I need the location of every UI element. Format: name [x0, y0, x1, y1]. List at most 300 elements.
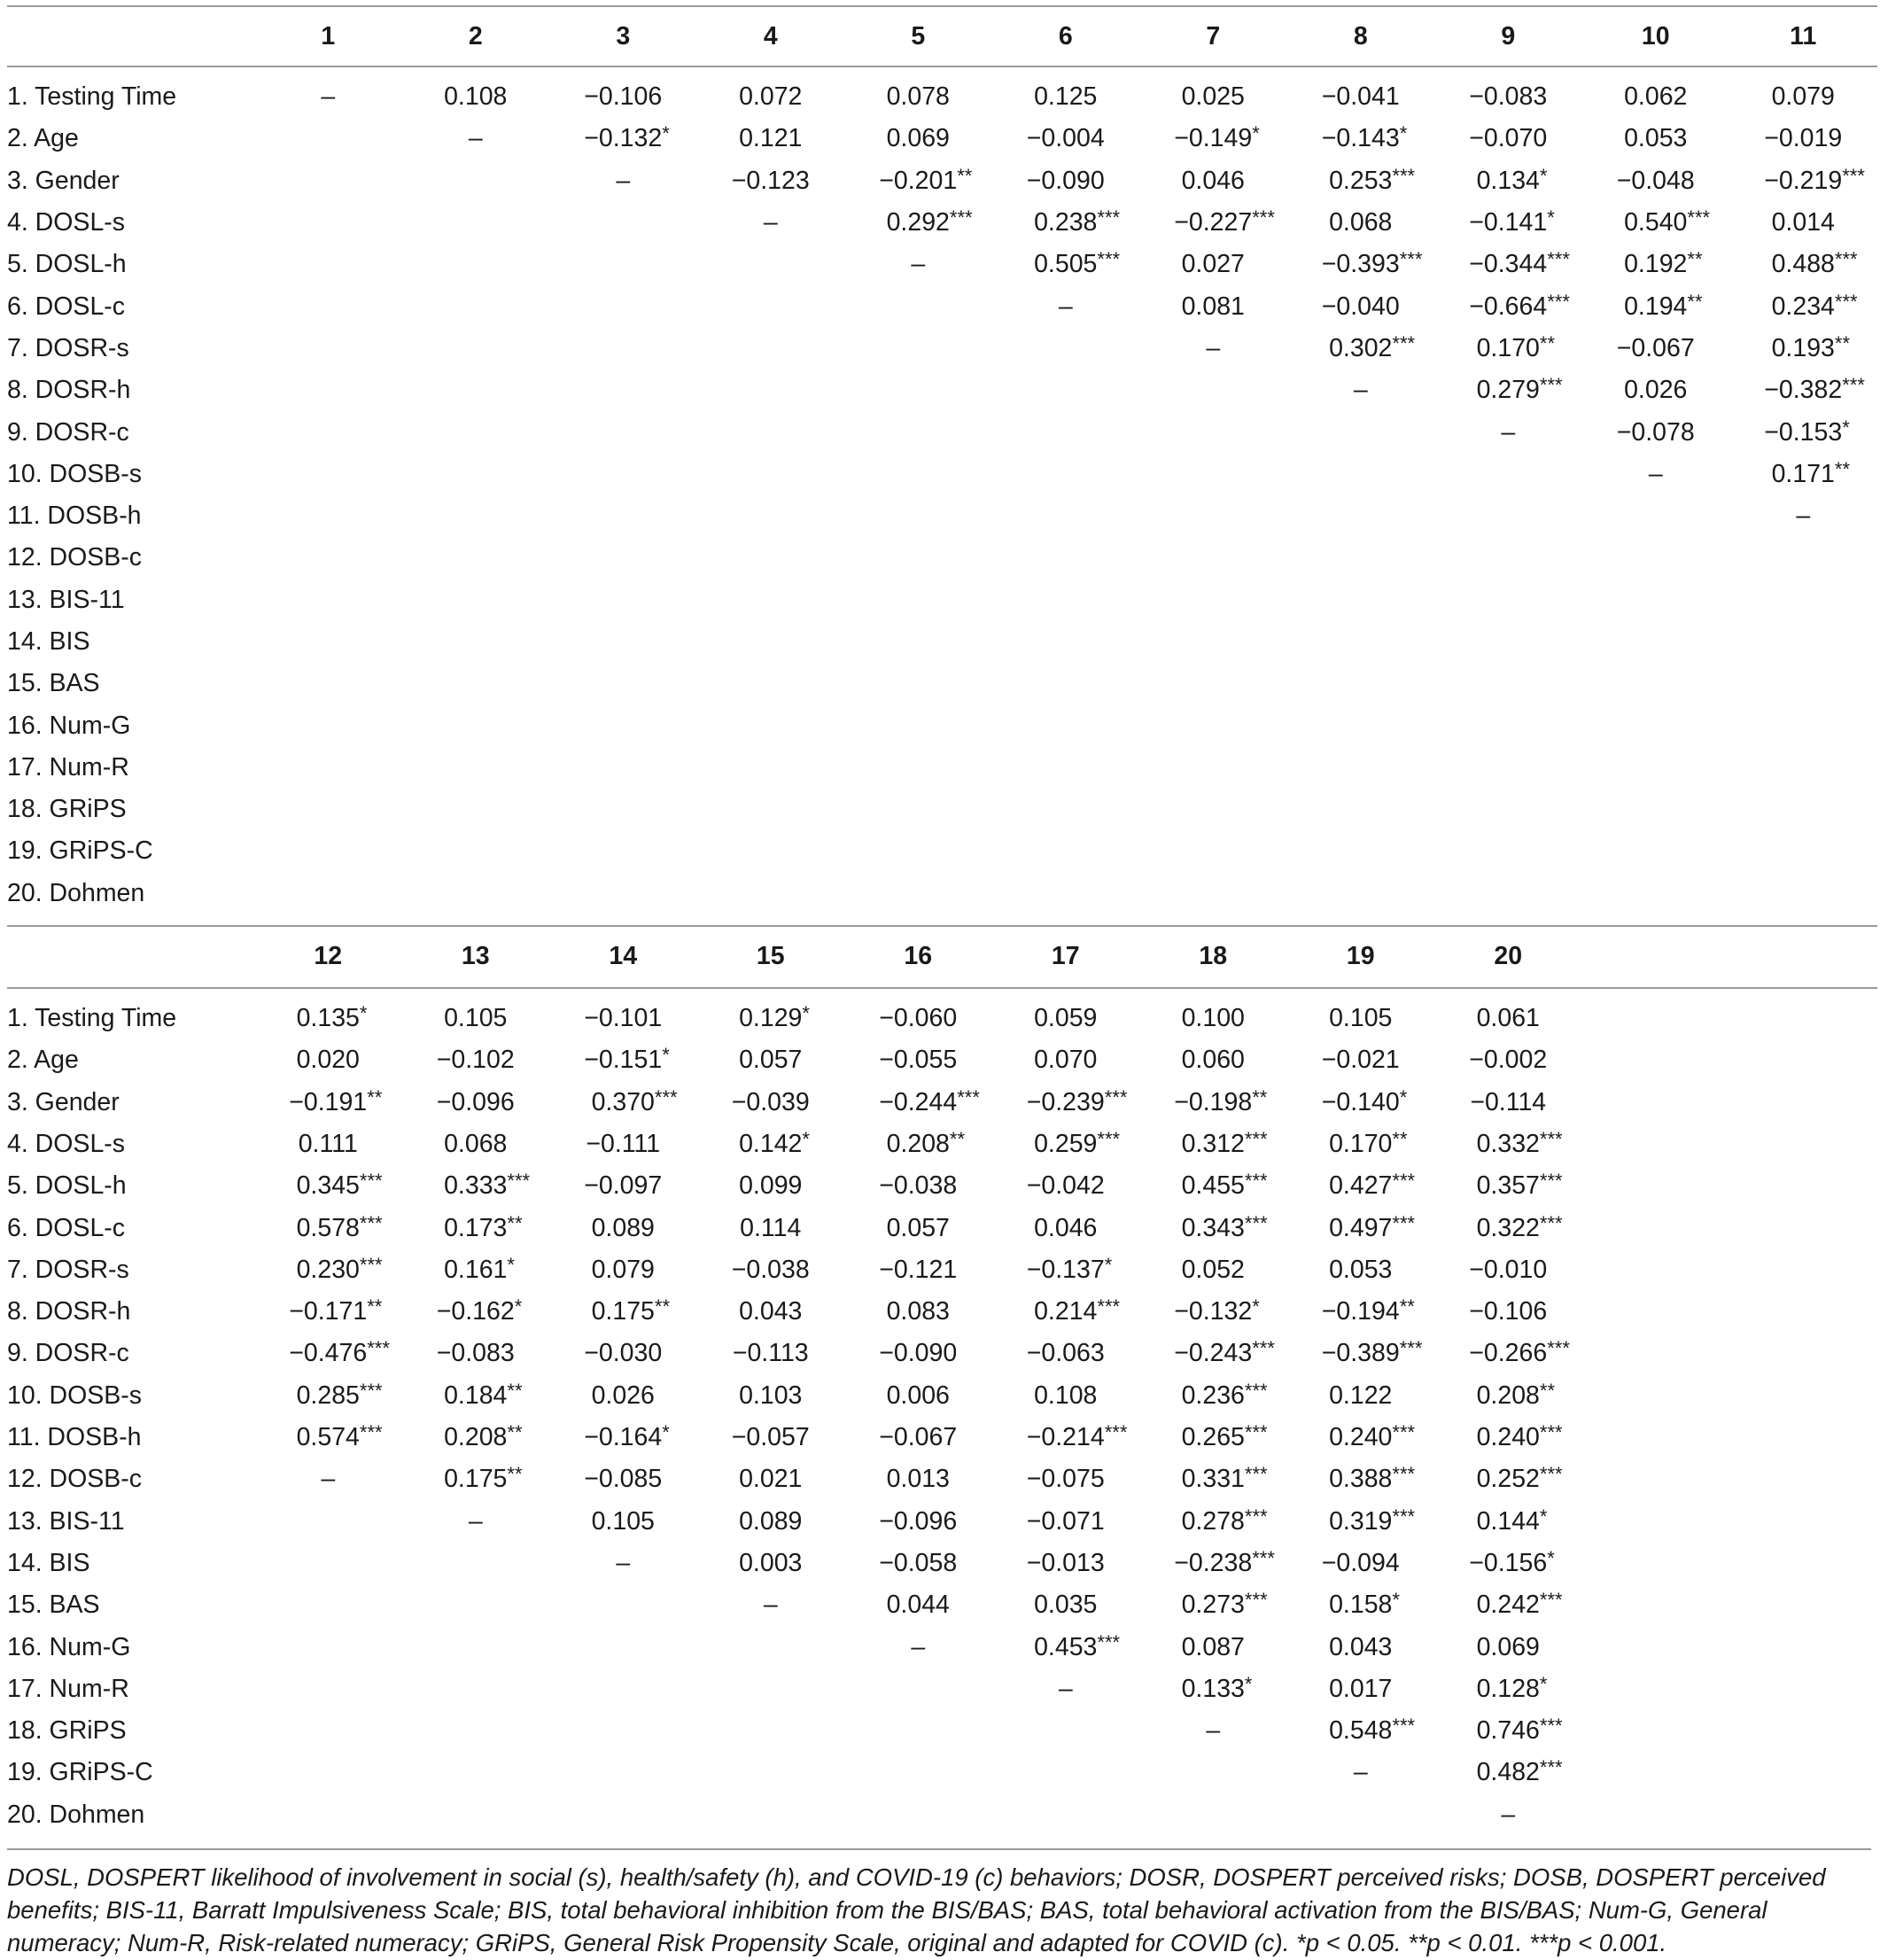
correlation-cell: [549, 830, 697, 872]
correlation-cell: –: [1058, 1674, 1073, 1703]
correlation-cell: 0.081: [1181, 292, 1245, 321]
correlation-cell: [1287, 411, 1435, 453]
correlation-cell: [402, 830, 550, 872]
cell-value: 0.357 ***: [1476, 1170, 1563, 1201]
correlation-cell: –: [1501, 417, 1516, 447]
cell-value: −0.156 *: [1469, 1546, 1555, 1577]
correlation-cell: −0.094: [1321, 1548, 1400, 1577]
correlation-cell: [1287, 118, 1435, 159]
correlation-cell: [1287, 1082, 1435, 1124]
significance-stars: *: [1399, 1085, 1408, 1108]
correlation-cell: [1582, 1794, 1730, 1836]
cell-value: 0.238 ***: [1034, 206, 1121, 237]
correlation-cell: [844, 621, 992, 663]
correlation-cell: [402, 1165, 550, 1207]
correlation-cell: 0.068: [444, 1129, 508, 1158]
column-header: 6: [992, 6, 1140, 66]
significance-stars: *: [662, 122, 670, 145]
correlation-cell: [402, 285, 550, 327]
correlation-cell: [1582, 1207, 1730, 1248]
correlation-cell: [1287, 1584, 1435, 1626]
correlation-cell: [1139, 1207, 1287, 1248]
cell-value: 0.170 **: [1476, 331, 1556, 362]
correlation-cell: [1729, 1249, 1877, 1291]
correlation-cell: [402, 244, 550, 285]
significance-stars: *: [1547, 1546, 1555, 1569]
table-row: [7, 537, 1877, 579]
correlation-cell: [1729, 1458, 1877, 1500]
table-row: [7, 830, 1877, 872]
correlation-cell: [992, 454, 1140, 495]
correlation-cell: [1139, 1124, 1287, 1165]
correlation-cell: −0.030: [584, 1339, 663, 1368]
correlation-cell: [1139, 369, 1287, 411]
row-label: 5. DOSL-h: [7, 250, 127, 279]
cell-value: 0.193 **: [1771, 331, 1851, 362]
table1-header-row: [7, 6, 1877, 66]
correlation-cell: [992, 1710, 1140, 1752]
cell-value: −0.393 ***: [1321, 248, 1423, 279]
correlation-cell: [549, 454, 697, 495]
significance-stars: ***: [1539, 1756, 1563, 1779]
correlation-cell: [1139, 1584, 1287, 1626]
significance-stars: ***: [1097, 206, 1121, 229]
correlation-cell: [1729, 789, 1877, 830]
correlation-cell: [992, 873, 1140, 914]
correlation-cell: [844, 160, 992, 202]
correlation-cell: [1582, 663, 1730, 704]
cell-value: −0.214 ***: [1026, 1421, 1128, 1452]
significance-stars: **: [1392, 1127, 1408, 1150]
table-row: [7, 1710, 1877, 1752]
significance-stars: ***: [1547, 290, 1570, 313]
cell-value: 0.171 **: [1771, 457, 1851, 488]
correlation-cell: [697, 1124, 845, 1165]
significance-stars: *: [662, 1044, 670, 1067]
correlation-cell: 0.057: [739, 1046, 803, 1075]
table-row: [7, 411, 1877, 453]
correlation-cell: 0.035: [1034, 1591, 1098, 1620]
cell-value: −0.382 ***: [1764, 374, 1865, 405]
cell-value: 0.252 ***: [1476, 1463, 1563, 1494]
significance-stars: ***: [1104, 1421, 1128, 1444]
correlation-cell: [1729, 1501, 1877, 1543]
correlation-cell: –: [1501, 1800, 1516, 1829]
correlation-cell: [549, 118, 697, 159]
significance-stars: **: [957, 164, 973, 187]
significance-stars: *: [1539, 164, 1548, 187]
significance-stars: ***: [1244, 1379, 1268, 1402]
column-header: 3: [549, 6, 697, 66]
correlation-cell: [844, 830, 992, 872]
column-header: 19: [1287, 926, 1435, 988]
significance-stars: ***: [1399, 248, 1423, 271]
correlation-cell: [254, 1543, 402, 1584]
cell-value: 0.278 ***: [1181, 1505, 1268, 1536]
table-row: [7, 579, 1877, 621]
correlation-cell: 0.053: [1624, 124, 1688, 153]
cell-value: −0.198 **: [1174, 1085, 1268, 1116]
correlation-cell: [1287, 579, 1435, 621]
cell-value: 0.142 *: [739, 1127, 810, 1158]
significance-stars: ***: [1392, 331, 1416, 354]
correlation-cell: [1729, 328, 1877, 369]
correlation-cell: [254, 411, 402, 453]
correlation-cell: [549, 747, 697, 789]
correlation-cell: [254, 1626, 402, 1668]
correlation-cell: [992, 579, 1140, 621]
significance-stars: **: [507, 1421, 523, 1444]
correlation-cell: –: [616, 166, 631, 195]
correlation-cell: 0.078: [886, 82, 950, 112]
correlation-cell: [1287, 789, 1435, 830]
significance-stars: ***: [1842, 164, 1865, 187]
correlation-cell: [992, 830, 1140, 872]
correlation-cell: [697, 369, 845, 411]
correlation-cell: [549, 1710, 697, 1752]
correlation-cell: −0.048: [1616, 166, 1695, 195]
table-footnote: DOSL, DOSPERT likelihood of involvement in social (s), health/safety (h), and COVID-19 (c) behaviors; DOSR, DOSPERT perceived risks; DOSB, DOSPERT perceived benefits; BIS-11, Barratt Impulsiveness Scale; BIS, total behavioral inhibition from the BIS/BAS; BAS, total behavioral activation from the BIS/BAS; Num-G, General numeracy; Num-R, Risk-related numeracy; GRiPS, General Risk Propensity Scale, original and adapted for COVID (c). *p < 0.05. **p < 0.01. ***p < 0.001.: [7, 1848, 1871, 1959]
correlation-cell: [402, 1626, 550, 1668]
correlation-cell: [1434, 1710, 1582, 1752]
correlation-cell: [1287, 537, 1435, 579]
table-row: [7, 118, 1877, 159]
cell-value: 0.173 **: [444, 1211, 523, 1242]
correlation-cell: –: [1796, 502, 1811, 531]
correlation-cell: –: [321, 82, 336, 112]
correlation-cell: 0.099: [739, 1171, 803, 1201]
correlation-cell: [1582, 202, 1730, 244]
correlation-cell: [1729, 621, 1877, 663]
correlation-cell: [1139, 1333, 1287, 1374]
correlation-cell: [697, 328, 845, 369]
correlation-cell: [254, 621, 402, 663]
correlation-cell: [1729, 1752, 1877, 1793]
correlation-cell: –: [468, 1506, 483, 1536]
correlation-cell: [549, 202, 697, 244]
table-row: [7, 1458, 1877, 1500]
significance-stars: *: [662, 1421, 670, 1444]
correlation-cell: [1582, 789, 1730, 830]
row-label: 8. DOSR-h: [7, 1297, 131, 1326]
table-row: [7, 369, 1877, 411]
correlation-cell: –: [763, 208, 778, 237]
correlation-cell: [1582, 537, 1730, 579]
correlation-cell: [1287, 244, 1435, 285]
correlation-cell: –: [911, 250, 926, 279]
column-header: [1729, 926, 1877, 988]
correlation-cell: 0.105: [1329, 1004, 1393, 1033]
correlation-cell: [1434, 1668, 1582, 1710]
table-row: [7, 1501, 1877, 1543]
correlation-cell: [1139, 1082, 1287, 1124]
correlation-cell: [402, 495, 550, 537]
correlation-cell: −0.102: [436, 1046, 515, 1075]
row-label: 20. Dohmen: [7, 1800, 145, 1829]
cell-value: 0.292 ***: [886, 206, 973, 237]
table-row: [7, 1291, 1877, 1333]
significance-stars: **: [1252, 1085, 1268, 1108]
cell-value: 0.285 ***: [296, 1379, 383, 1410]
correlation-cell: 0.026: [1624, 376, 1688, 405]
cell-value: 0.488 ***: [1771, 248, 1858, 279]
significance-stars: ***: [359, 1421, 383, 1444]
row-label: 4. DOSL-s: [7, 208, 126, 237]
correlation-cell: 0.087: [1181, 1632, 1245, 1661]
cell-value: −0.238 ***: [1174, 1546, 1275, 1577]
correlation-cell: [697, 789, 845, 830]
significance-stars: ***: [1097, 1127, 1121, 1150]
correlation-cell: [1729, 830, 1877, 872]
correlation-cell: [402, 1291, 550, 1333]
correlation-cell: 0.103: [739, 1381, 803, 1410]
significance-stars: ***: [1539, 1127, 1563, 1150]
table-row: [7, 76, 1877, 118]
table1-body: [7, 66, 1877, 926]
significance-stars: ***: [1539, 1589, 1563, 1612]
significance-stars: ***: [1104, 1085, 1128, 1108]
correlation-cell: [1287, 495, 1435, 537]
correlation-cell: [1287, 1710, 1435, 1752]
correlation-cell: [402, 1249, 550, 1291]
correlation-cell: [1139, 663, 1287, 704]
correlation-cell: 0.046: [1034, 1213, 1098, 1242]
correlation-cell: −0.041: [1321, 82, 1400, 112]
correlation-cell: 0.111: [298, 1129, 358, 1158]
correlation-cell: [402, 704, 550, 746]
significance-stars: ***: [359, 1253, 383, 1276]
correlation-cell: [1582, 1375, 1730, 1417]
correlation-cell: [254, 1249, 402, 1291]
correlation-cell: [1287, 1333, 1435, 1374]
correlation-cell: [1582, 830, 1730, 872]
correlation-cell: [1582, 1249, 1730, 1291]
correlation-cell: [1434, 747, 1582, 789]
cell-value: 0.746 ***: [1476, 1715, 1563, 1746]
correlation-cell: [1582, 704, 1730, 746]
correlation-cell: [992, 663, 1140, 704]
correlation-cell: [697, 1752, 845, 1793]
correlation-cell: −0.021: [1321, 1046, 1400, 1075]
correlation-cell: 0.069: [1476, 1632, 1540, 1661]
correlation-cell: [992, 789, 1140, 830]
correlation-cell: 0.089: [591, 1213, 655, 1242]
significance-stars: *: [1539, 1505, 1548, 1528]
correlation-cell: [549, 285, 697, 327]
correlation-cell: [402, 1710, 550, 1752]
correlation-cell: −0.083: [436, 1339, 515, 1368]
correlation-cell: [1582, 1039, 1730, 1081]
significance-stars: ***: [367, 1337, 390, 1360]
correlation-cell: [844, 1082, 992, 1124]
correlation-cell: [549, 1752, 697, 1793]
cell-value: 0.574 ***: [296, 1421, 383, 1452]
table-row: [7, 1082, 1877, 1124]
correlation-cell: [254, 998, 402, 1039]
correlation-cell: [1729, 1082, 1877, 1124]
correlation-cell: 0.026: [591, 1381, 655, 1410]
table-row: [7, 495, 1877, 537]
correlation-cell: [254, 328, 402, 369]
correlation-cell: [1582, 1417, 1730, 1458]
cell-value: −0.227 ***: [1174, 206, 1275, 237]
correlation-cell: −0.058: [879, 1548, 958, 1577]
correlation-cell: −0.113: [732, 1339, 809, 1368]
correlation-cell: [992, 1794, 1140, 1836]
row-label: 9. DOSR-c: [7, 417, 129, 447]
cell-value: −0.140 *: [1321, 1085, 1408, 1116]
significance-stars: *: [1252, 1295, 1260, 1318]
cell-value: 0.234 ***: [1771, 290, 1858, 321]
column-header: 5: [844, 6, 992, 66]
row-label: 17. Num-R: [7, 1674, 129, 1703]
correlation-cell: [1139, 579, 1287, 621]
correlation-cell: 0.020: [296, 1046, 360, 1075]
correlation-cell: [844, 1752, 992, 1793]
table2-header-row: [7, 926, 1877, 988]
correlation-cell: [1729, 1584, 1877, 1626]
correlation-cell: [254, 1207, 402, 1248]
correlation-cell: [1434, 1458, 1582, 1500]
correlation-cell: [1729, 1626, 1877, 1668]
correlation-cell: −0.097: [584, 1171, 663, 1201]
significance-stars: ***: [1687, 206, 1711, 229]
correlation-cell: [697, 998, 845, 1039]
column-header: 15: [697, 926, 845, 988]
correlation-cell: [254, 537, 402, 579]
cell-value: −0.132 *: [1174, 1295, 1260, 1326]
significance-stars: *: [1539, 1672, 1548, 1695]
correlation-cell: [1434, 244, 1582, 285]
correlation-cell: [1139, 704, 1287, 746]
correlation-cell: [549, 495, 697, 537]
significance-stars: *: [1547, 206, 1555, 229]
cell-value: 0.345 ***: [296, 1170, 383, 1201]
correlation-cell: [1287, 1165, 1435, 1207]
correlation-cell: [1434, 160, 1582, 202]
correlation-cell: [549, 873, 697, 914]
significance-stars: ***: [359, 1379, 383, 1402]
correlation-cell: [844, 369, 992, 411]
significance-stars: **: [1687, 248, 1703, 271]
correlation-cell: [1434, 1207, 1582, 1248]
correlation-cell: [1729, 1668, 1877, 1710]
correlation-cell: 0.062: [1624, 82, 1688, 112]
correlation-cell: [1729, 704, 1877, 746]
correlation-cell: [402, 369, 550, 411]
correlation-cell: [697, 579, 845, 621]
correlation-cell: −0.013: [1026, 1548, 1105, 1577]
cell-value: 0.273 ***: [1181, 1589, 1268, 1620]
correlation-cell: [992, 537, 1140, 579]
cell-value: 0.322 ***: [1476, 1211, 1563, 1242]
correlation-cell: [254, 285, 402, 327]
correlation-cell: [402, 160, 550, 202]
table-row: [7, 202, 1877, 244]
correlation-cell: [1139, 1458, 1287, 1500]
table-row: [7, 1039, 1877, 1081]
correlation-cell: [1434, 1752, 1582, 1793]
cell-value: 0.482 ***: [1476, 1756, 1563, 1787]
significance-stars: *: [802, 1002, 810, 1025]
significance-stars: **: [507, 1463, 523, 1486]
correlation-cell: −0.114: [1470, 1087, 1547, 1116]
correlation-cell: [992, 1291, 1140, 1333]
correlation-cell: −0.004: [1026, 124, 1105, 153]
row-label: 2. Age: [7, 1046, 79, 1075]
correlation-cell: [254, 747, 402, 789]
correlation-cell: −0.085: [584, 1465, 663, 1494]
correlation-cell: [992, 1752, 1140, 1793]
row-label: 7. DOSR-s: [7, 333, 129, 362]
significance-stars: **: [1834, 457, 1851, 480]
correlation-cell: [1434, 1584, 1582, 1626]
significance-stars: ***: [1539, 1211, 1563, 1234]
correlation-cell: [1434, 579, 1582, 621]
correlation-cell: [549, 1039, 697, 1081]
correlation-cell: −0.067: [1616, 333, 1695, 362]
cell-value: 0.242 ***: [1476, 1589, 1563, 1620]
correlation-cell: [1434, 495, 1582, 537]
significance-stars: ***: [1252, 1337, 1275, 1360]
correlation-cell: −0.042: [1026, 1171, 1105, 1201]
cell-value: 0.578 ***: [296, 1211, 383, 1242]
correlation-table: [7, 5, 1877, 1847]
significance-stars: ***: [1244, 1211, 1268, 1234]
correlation-cell: [1434, 537, 1582, 579]
table2-header: [7, 926, 1877, 988]
cell-value: 0.175 **: [444, 1463, 523, 1494]
row-label: 15. BAS: [7, 1591, 100, 1620]
correlation-cell: [1434, 1417, 1582, 1458]
correlation-cell: [844, 747, 992, 789]
cell-value: 0.427 ***: [1329, 1170, 1416, 1201]
cell-value: −0.153 *: [1764, 416, 1850, 447]
cell-value: 0.230 ***: [296, 1253, 383, 1284]
correlation-cell: [1434, 1375, 1582, 1417]
correlation-cell: [1582, 1543, 1730, 1584]
correlation-cell: [254, 1082, 402, 1124]
column-header: 10: [1582, 6, 1730, 66]
correlation-cell: [1287, 747, 1435, 789]
correlation-cell: [844, 285, 992, 327]
correlation-cell: [402, 328, 550, 369]
significance-stars: **: [367, 1085, 383, 1108]
row-label: 3. Gender: [7, 1087, 120, 1116]
cell-value: 0.236 ***: [1181, 1379, 1268, 1410]
column-header: 8: [1287, 6, 1435, 66]
correlation-cell: −0.123: [731, 166, 810, 195]
correlation-cell: 0.046: [1181, 166, 1245, 195]
table-row: [7, 328, 1877, 369]
correlation-cell: −0.090: [879, 1339, 958, 1368]
correlation-cell: [549, 537, 697, 579]
correlation-cell: 0.013: [886, 1465, 950, 1494]
significance-stars: ***: [1097, 248, 1121, 271]
correlation-cell: 0.079: [591, 1255, 655, 1284]
row-label: 20. Dohmen: [7, 878, 145, 907]
correlation-cell: [549, 369, 697, 411]
correlation-cell: [697, 704, 845, 746]
correlation-cell: [254, 789, 402, 830]
significance-stars: *: [514, 1295, 523, 1318]
correlation-cell: 0.089: [739, 1506, 803, 1536]
correlation-cell: [1582, 1626, 1730, 1668]
correlation-cell: 0.059: [1034, 1004, 1098, 1033]
correlation-cell: −0.002: [1469, 1046, 1548, 1075]
correlation-cell: 0.108: [444, 82, 508, 112]
correlation-cell: 0.100: [1181, 1004, 1245, 1033]
